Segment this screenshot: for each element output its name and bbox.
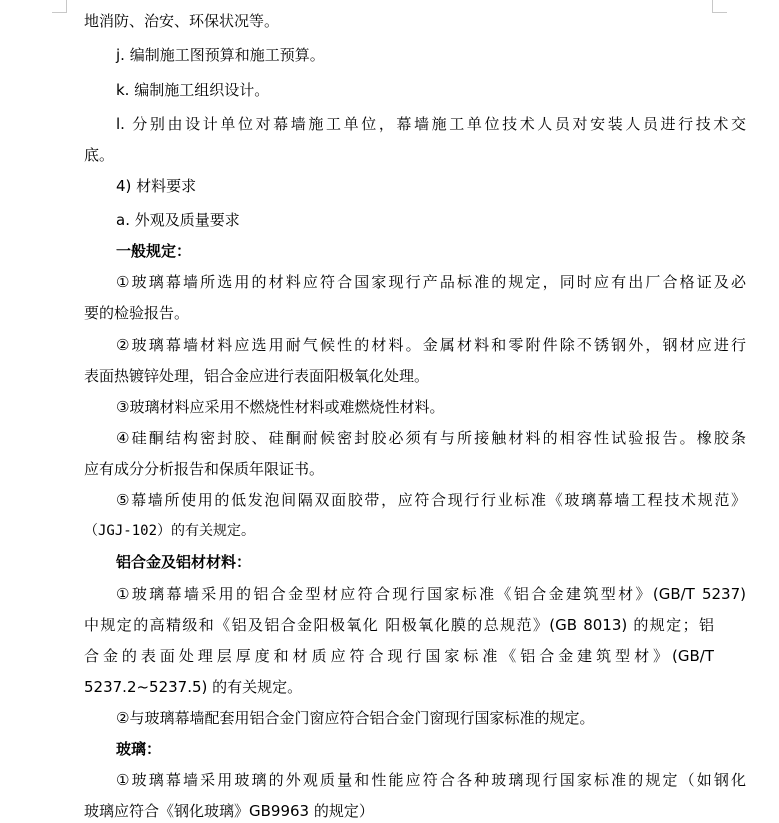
text-line: 地消防、治安、环保状况等。 [84,12,280,30]
section-heading: 4) 材料要求 [116,177,197,195]
paragraph-line: ①玻璃幕墙采用玻璃的外观质量和性能应符合各种玻璃现行国家标准的规定（如钢化 [116,771,746,789]
paragraph-line: ④硅酮结构密封胶、硅酮耐候密封胶必须有与所接触材料的相容性试验报告。橡胶条 [116,429,746,447]
subsection-heading: a. 外观及质量要求 [116,211,240,229]
paragraph-line: ②玻璃幕墙材料应选用耐气候性的材料。金属材料和零附件除不锈钢外，钢材应进行 [116,336,746,354]
paragraph-line-cut: 玻璃应符合《钢化玻璃》GB9963 的规定） [84,802,374,820]
paragraph-line: 中规定的高精级和《铝及铝合金阳极氧化 阳极氧化膜的总规范》(GB 8013) 的规定；铝 [84,616,714,634]
paragraph-line: ①玻璃幕墙所选用的材料应符合国家现行产品标准的规定，同时应有出厂合格证及必 [116,273,746,291]
bold-heading-glass: 玻璃： [116,740,162,758]
paragraph-line: 要的检验报告。 [84,304,190,322]
paragraph-line: ①玻璃幕墙采用的铝合金型材应符合现行国家标准《铝合金建筑型材》(GB/T 5237) [116,585,746,603]
paragraph-line: ⑤幕墙所使用的低发泡间隔双面胶带，应符合现行行业标准《玻璃幕墙工程技术规范》 [116,491,746,509]
list-item-k: k. 编制施工组织设计。 [116,81,270,99]
paragraph-line: 应有成分分析报告和保质年限证书。 [84,460,325,478]
paragraph-line: 5237.2~5237.5) 的有关规定。 [84,678,303,696]
list-item-l: l. 分别由设计单位对幕墙施工单位，幕墙施工单位技术人员对安装人员进行技术交 [116,115,746,133]
paragraph-line: ③玻璃材料应采用不燃烧性材料或难燃烧性材料。 [116,398,445,416]
paragraph-line: 合金的表面处理层厚度和材质应符合现行国家标准《铝合金建筑型材》(GB/T [84,647,714,665]
paragraph-line: 表面热镀锌处理，铝合金应进行表面阳极氧化处理。 [84,367,430,385]
text-line: 底。 [84,146,115,164]
paragraph-line: ②与玻璃幕墙配套用铝合金门窗应符合铝合金门窗现行国家标准的规定。 [116,709,595,727]
list-item-j: j. 编制施工图预算和施工预算。 [116,46,325,64]
paragraph-line: （JGJ-102）的有关规定。 [84,523,256,539]
bold-heading-general: 一般规定： [116,242,192,260]
page-corner-mark-right [712,0,727,13]
page-corner-mark-left [52,0,67,13]
bold-heading-aluminum: 铝合金及铝材材料： [116,553,252,571]
